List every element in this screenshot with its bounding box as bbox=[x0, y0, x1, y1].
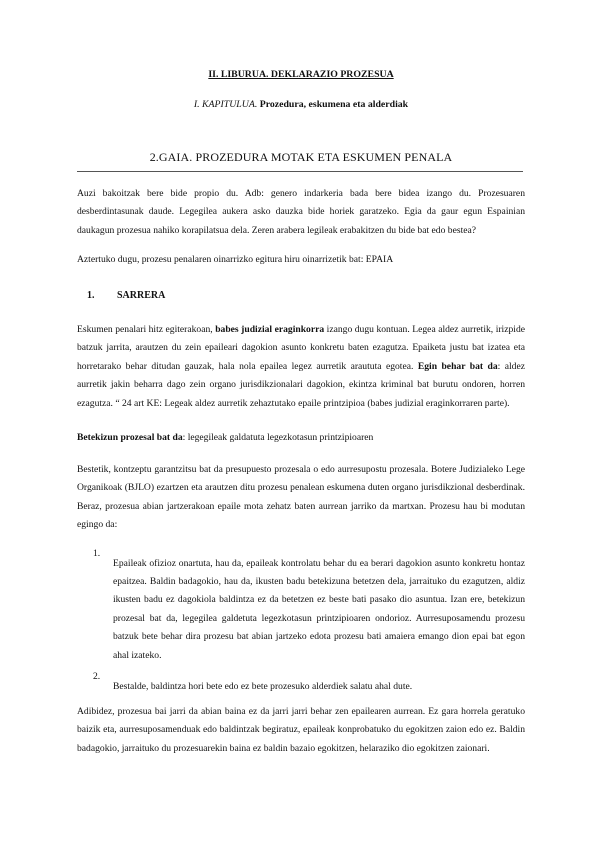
list-item-number: 1. bbox=[93, 548, 101, 559]
eskumen-paragraph bbox=[77, 321, 525, 413]
betekizun-bold: Betekizun prozesal bat da bbox=[77, 432, 183, 443]
chapter-heading bbox=[77, 96, 525, 114]
title-divider bbox=[77, 171, 523, 172]
list-item-text: Epaileak ofizioz onartuta, hau da, epaileak kontrolatu behar du ea berari dagokion asunto konkretu hontaz epaitzea. Baldin badagokio, hau da, ikusten badu betekizuna betetzen dela, jarraituko du ezagutzen, aldiz ikusten badu ez dagokiola baldintza ez da betetzen ez beste bati pasako dio asuntua. Izan ere, betekizun prozesal bat da, legegilea galdetuta legezkotasun printzipioaren ondorioz. Aurresuposamendu prozesu batzuk bete behar dira prozesu bat abian jartzeko edota prozesu bati amaiera emango dion epai bat egon ahal izateko. bbox=[113, 557, 525, 661]
sarrera-title: SARRERA bbox=[117, 290, 166, 301]
book-title: II. LIBURUA. DEKLARAZIO PROZESUA bbox=[208, 69, 394, 80]
list-item-text: Bestalde, baldintza hori bete edo ez bete prozesuko alderdiek salatu ahal dute. bbox=[113, 680, 413, 692]
aztertuko-paragraph: Aztertuko dugu, prozesu penalaren oinarrizko egitura hiru oinarrizetik bat: EPAIA bbox=[77, 254, 394, 265]
chapter-label: I. KAPITULUA. bbox=[193, 99, 258, 110]
eskumen-bold-1: babes judizial eraginkorra bbox=[215, 324, 325, 335]
sarrera-number: 1. bbox=[87, 290, 95, 301]
chapter-title: Prozedura, eskumena eta alderdiak bbox=[259, 99, 409, 110]
eskumen-text-2: izango dugu kontuan. Legea aldez aurretik, irizpide batzuk jarrita, arautzen du zein epaileari dagokion asunto konkretu baten ezagutza. Epaiketa justu bat izatea eta horretarako behar ditudan gauzak, hala nola epailea legez aurretik araututa egotea. bbox=[77, 324, 526, 372]
eskumen-bold-2: Egin behar bat da bbox=[417, 360, 498, 372]
section-title: 2.GAIA. PROZEDURA MOTAK ETA ESKUMEN PENALA bbox=[149, 150, 453, 164]
adibidez-paragraph: Adibidez, prozesua bai jarri da abian baina ez da jarri jarri behar zen epailearen aurrean. Ez gara horrela geratuko baizik eta, aurresuposamenduak edo baldintzak begiratuz, epaileak konprobatuko du egokitzen zaion edo ez. Baldin badagokio, jarraituko du prozesuarekin baina ez baldin bazaio egokitzen, helaraziko dio egokitzen zaionari. bbox=[77, 706, 525, 754]
intro-paragraph: Auzi bakoitzak bere bide propio du. Adb: genero indarkeria bada bere bidea izango du. Prozesuaren desberdintasunak daude. Legegilea aukera asko dauzka bide horiek garatzeko. Egia da gaur egun Espainian daukagun prozesua nahiko korapilatsua dela. Zeren arabera legileak erabakitzen du bide bat edo bestea? bbox=[77, 188, 525, 236]
list-item bbox=[93, 668, 525, 706]
eskumen-text-3: : aldez aurretik jakin beharra dago zein organo jurisdikzionalari dagokion, ekintza kriminal bat burutu ondoren, horren ezagutza. “ 24 art KE: Legeak aldez aurretik zehaztutako epaile printzipioa (babes judizial eraginkorraren parte). bbox=[77, 360, 525, 409]
eskumen-text-1: Eskumen penalari hitz egiterakoan, bbox=[77, 324, 216, 335]
betekizun-text: : legegileak galdatuta legezkotasun printzipioaren bbox=[182, 432, 374, 443]
bestetik-paragraph: Bestetik, kontzeptu garantzitsu bat da presupuesto prozesala o edo aurresupostu prozesala. Botere Judizialeko Lege Organikoak (BJLO) ezartzen eta arautzen ditu prozesu penalean eskumena duten organo jurisdikzional desberdinak. Beraz, prozesua abian jartzerakoan epaile mota zehatz baten aurrean jarriko da martxan. Prozesu hau bi modutan egingo da: bbox=[77, 464, 525, 531]
list-item-number: 2. bbox=[93, 671, 101, 682]
sarrera-heading bbox=[87, 287, 535, 305]
list-item bbox=[93, 545, 525, 675]
betekizun-paragraph bbox=[77, 429, 525, 447]
